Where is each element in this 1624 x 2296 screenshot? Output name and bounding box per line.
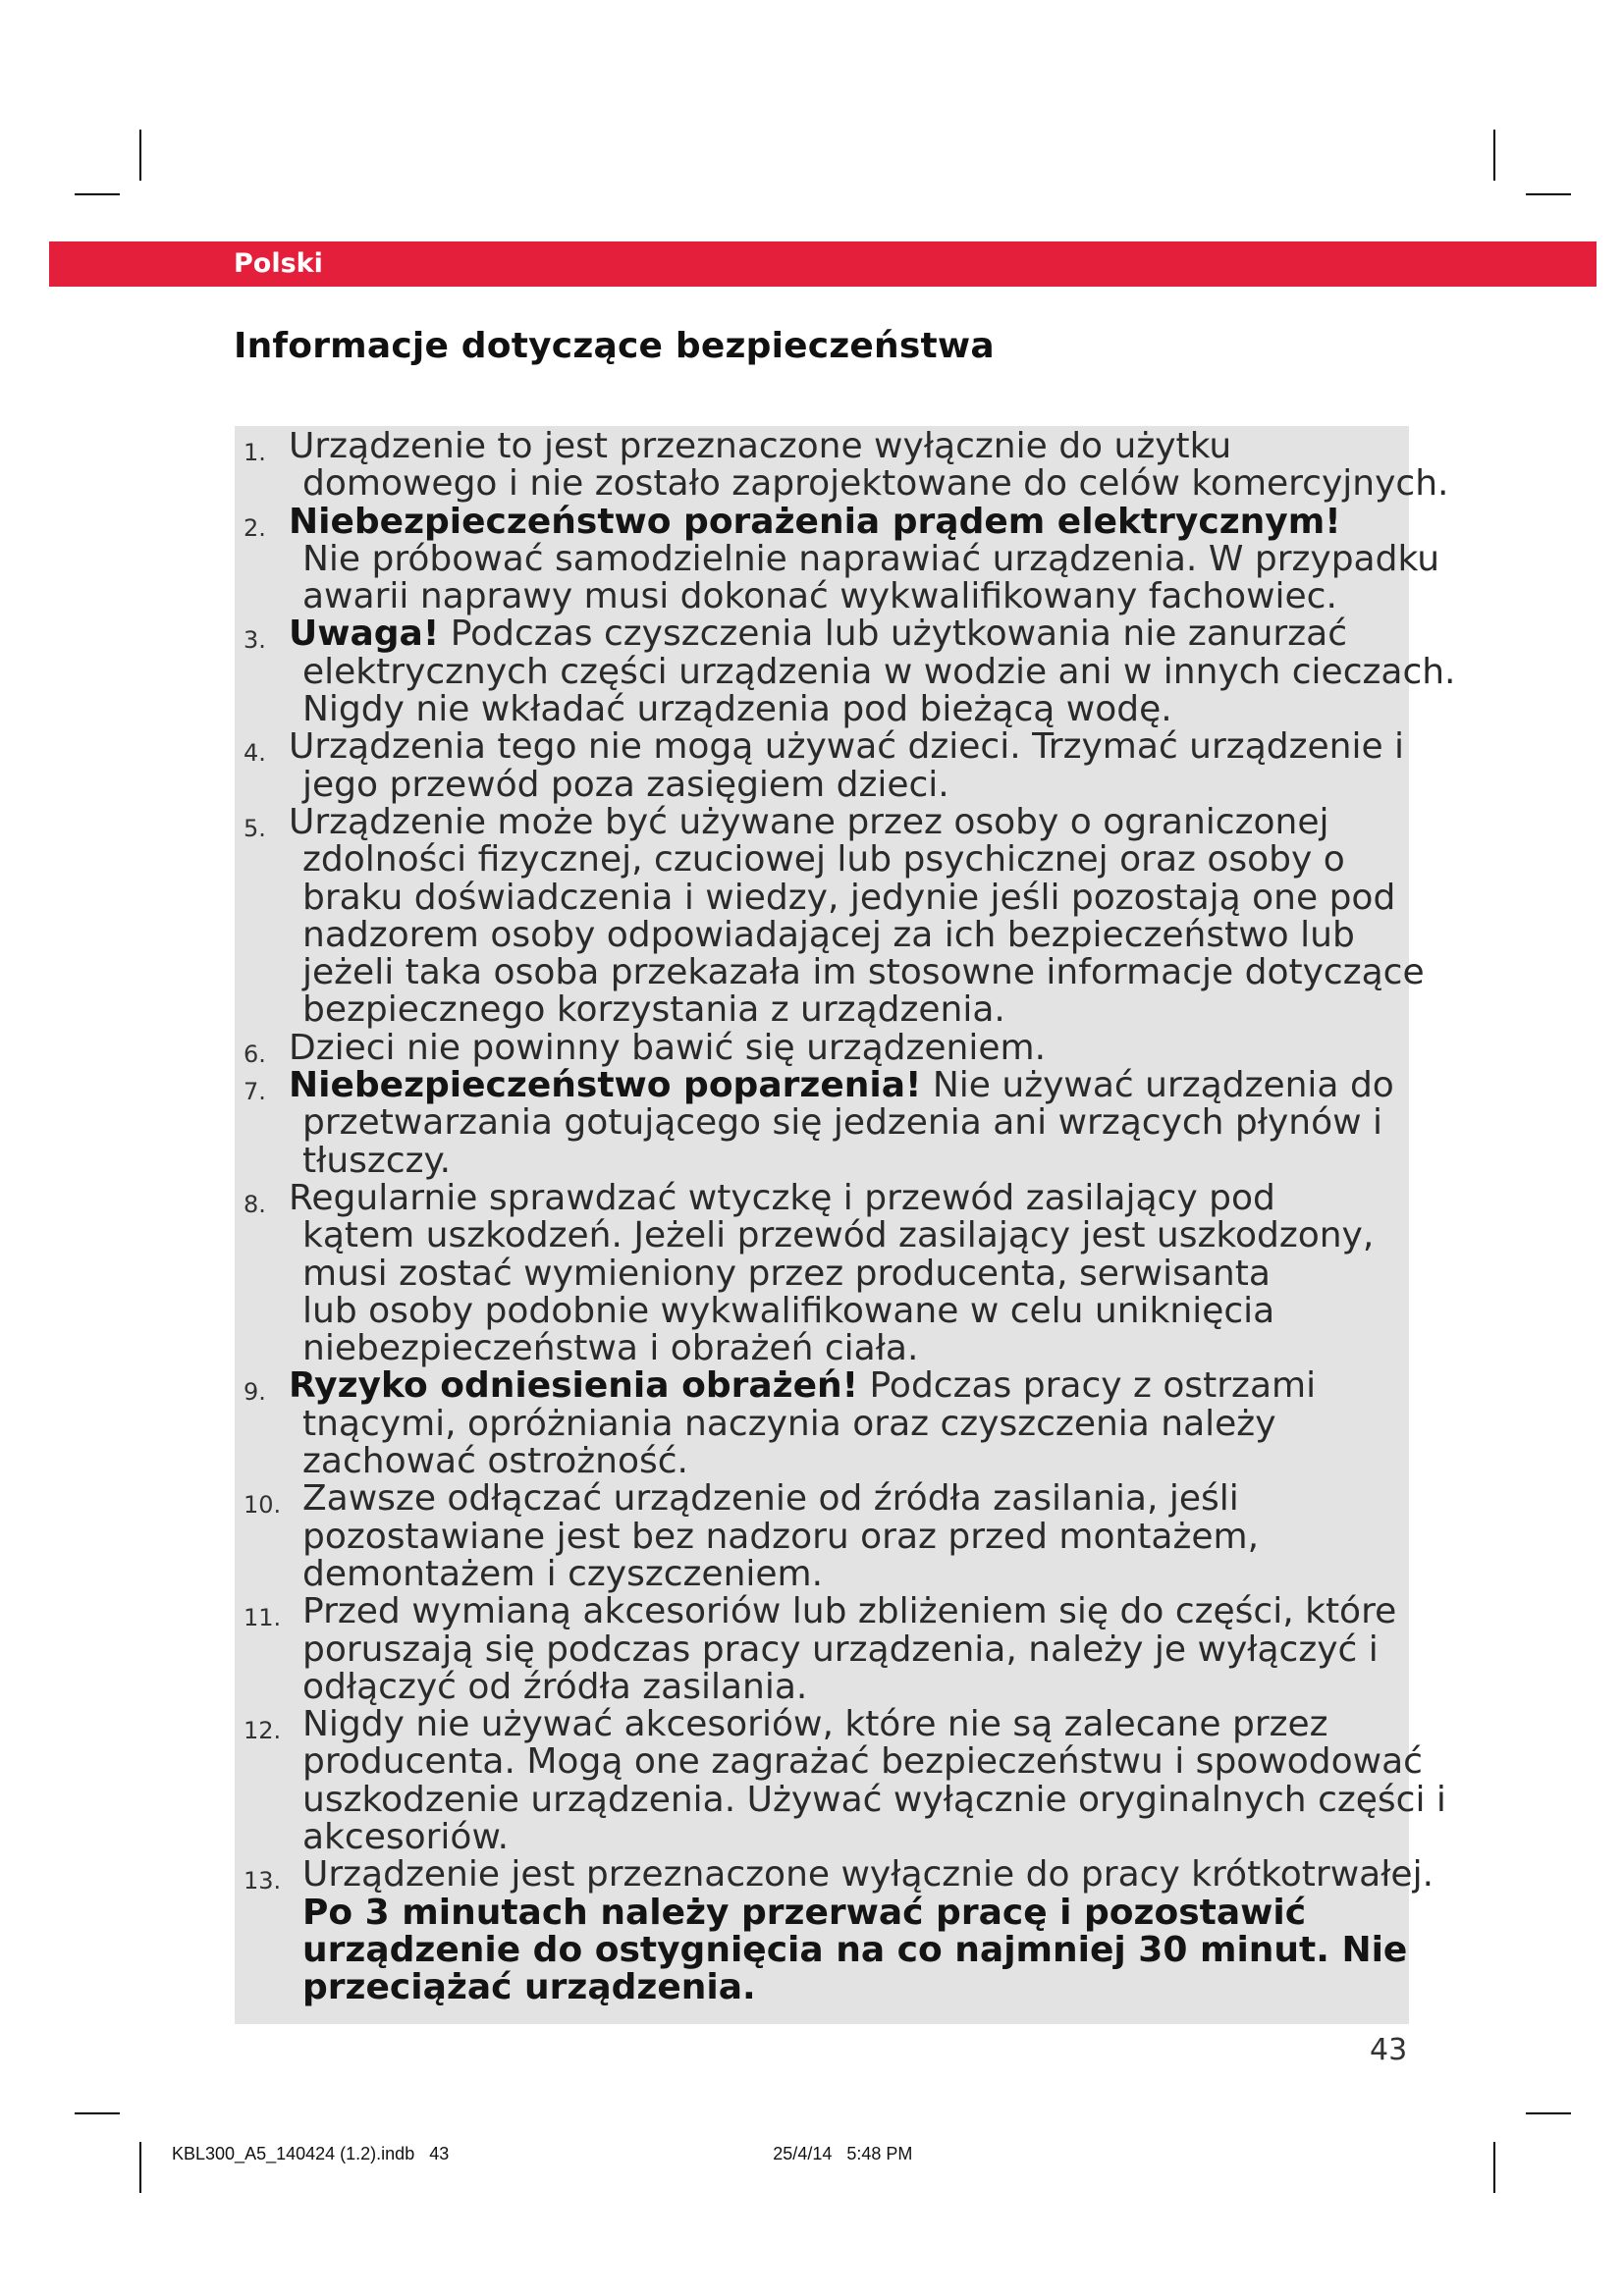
item-line bbox=[289, 1140, 1410, 1181]
body-text: Urządzenie to jest przeznaczone wyłącznie do użytku bbox=[289, 426, 1232, 466]
body-text: uszkodzenie urządzenia. Używać wyłącznie oryginalnych części i bbox=[302, 1779, 1446, 1820]
warning-text: Ryzyko odniesienia obrażeń! bbox=[289, 1365, 859, 1407]
crop-mark bbox=[1526, 193, 1571, 195]
item-number: 12. bbox=[244, 1717, 282, 1745]
body-text: tłuszczy. bbox=[302, 1140, 452, 1181]
crop-mark bbox=[1493, 130, 1495, 181]
list-item bbox=[244, 801, 1425, 1031]
item-line bbox=[289, 1027, 1410, 1068]
body-text: producenta. Mogą one zagrażać bezpieczeństwu i spowodować bbox=[302, 1741, 1423, 1783]
warning-text: Niebezpieczeństwo poparzenia! bbox=[289, 1065, 922, 1106]
body-text: zachować ostrożność. bbox=[302, 1441, 688, 1482]
item-line bbox=[289, 428, 1410, 465]
item-line bbox=[289, 1816, 1410, 1857]
item-line bbox=[289, 764, 1410, 805]
item-line bbox=[289, 914, 1410, 955]
item-number: 2. bbox=[244, 513, 266, 542]
item-line bbox=[289, 1553, 1410, 1594]
item-line bbox=[289, 1593, 1410, 1630]
crop-mark bbox=[139, 130, 141, 181]
body-text: Nie próbować samodzielnie naprawiać urządzenia. W przypadku bbox=[302, 538, 1440, 579]
body-text: Nigdy nie wkładać urządzenia pod bieżącą wodę. bbox=[302, 689, 1172, 730]
warning-text: Po 3 minutach należy przerwać pracę i pozostawić bbox=[302, 1892, 1307, 1933]
body-text: awarii naprawy musi dokonać wykwalifikowany fachowiec. bbox=[302, 576, 1337, 617]
list-item bbox=[244, 1067, 1410, 1180]
item-line bbox=[289, 578, 1410, 615]
body-text: odłączyć od źródła zasilania. bbox=[302, 1666, 808, 1707]
item-line bbox=[289, 1854, 1435, 1896]
body-text: zdolności fizycznej, czuciowej lub psychicznej oraz osoby o bbox=[302, 839, 1345, 881]
warning-text: przeciążać urządzenia. bbox=[302, 1967, 756, 2008]
print-footer: KBL300_A5_140424 (1.2).indb 43 25/4/14 5:48 PM bbox=[172, 2144, 913, 2163]
item-number: 11. bbox=[244, 1604, 282, 1632]
item-number: 13. bbox=[244, 1867, 282, 1896]
item-line bbox=[289, 1255, 1410, 1293]
item-line bbox=[289, 1779, 1446, 1820]
item-line bbox=[289, 1104, 1410, 1142]
item-line bbox=[289, 877, 1410, 918]
safety-list bbox=[244, 426, 1456, 2008]
crop-mark bbox=[1493, 2142, 1495, 2193]
body-text: poruszają się podczas pracy urządzenia, należy je wyłączyć i bbox=[302, 1629, 1379, 1670]
list-item bbox=[244, 1177, 1410, 1369]
item-line bbox=[289, 651, 1456, 692]
item-line bbox=[289, 1443, 1410, 1480]
body-text: przetwarzania gotującego się jedzenia ani wrzących płynów i bbox=[302, 1102, 1383, 1144]
item-line bbox=[289, 615, 1410, 653]
item-line bbox=[289, 841, 1410, 879]
crop-mark bbox=[75, 2112, 120, 2114]
item-number: 4. bbox=[244, 739, 266, 768]
list-item bbox=[244, 1367, 1410, 1480]
warning-text: Niebezpieczeństwo porażenia prądem elektrycznym! bbox=[289, 501, 1341, 542]
crop-mark bbox=[1526, 2112, 1571, 2114]
item-line bbox=[289, 1631, 1410, 1669]
body-text: pozostawiane jest bez nadzoru oraz przed montażem, bbox=[302, 1516, 1260, 1557]
body-text: kątem uszkodzeń. Jeżeli przewód zasilający jest uszkodzony, bbox=[302, 1215, 1375, 1256]
body-text: lub osoby podobnie wykwalifikowane w celu uniknięcia bbox=[302, 1290, 1275, 1331]
item-line bbox=[289, 1706, 1410, 1743]
list-item bbox=[244, 1480, 1410, 1593]
item-line bbox=[289, 1666, 1410, 1707]
item-line bbox=[289, 1330, 1410, 1367]
body-text: Nigdy nie używać akcesoriów, które nie są zalecane przez bbox=[302, 1704, 1328, 1745]
body-text: akcesoriów. bbox=[302, 1816, 510, 1857]
item-number: 7. bbox=[244, 1078, 266, 1106]
list-item bbox=[244, 614, 1456, 730]
body-text: domowego i nie zostało zaprojektowane do celów komercyjnych. bbox=[302, 463, 1449, 505]
item-number: 8. bbox=[244, 1190, 266, 1218]
body-text: Urządzenie może być używane przez osoby o ograniczonej bbox=[289, 801, 1329, 842]
item-line bbox=[289, 991, 1410, 1029]
item-line bbox=[289, 1217, 1410, 1255]
item-line bbox=[289, 691, 1410, 728]
item-line bbox=[289, 1969, 1410, 2006]
body-text: niebezpieczeństwa i obrażeń ciała. bbox=[302, 1328, 919, 1369]
body-text: nadzorem osoby odpowiadającej za ich bezpieczeństwo lub bbox=[302, 914, 1355, 955]
section-title: Informacje dotyczące bezpieczeństwa bbox=[234, 326, 995, 366]
item-line bbox=[289, 728, 1410, 766]
crop-mark bbox=[139, 2142, 141, 2193]
item-line bbox=[289, 1516, 1410, 1557]
body-text: demontażem i czyszczeniem. bbox=[302, 1553, 824, 1594]
item-line bbox=[289, 1177, 1410, 1218]
item-number: 9. bbox=[244, 1378, 266, 1407]
item-line bbox=[289, 801, 1410, 842]
body-text: Regularnie sprawdzać wtyczkę i przewód zasilający pod bbox=[289, 1177, 1275, 1218]
body-text: musi zostać wymieniony przez producenta, serwisanta bbox=[302, 1253, 1271, 1294]
body-text: bezpiecznego korzystania z urządzenia. bbox=[302, 989, 1005, 1031]
page-number: 43 bbox=[1370, 2033, 1408, 2067]
item-number: 6. bbox=[244, 1040, 266, 1068]
item-number: 10. bbox=[244, 1491, 282, 1520]
list-item bbox=[244, 1704, 1446, 1857]
warning-text: urządzenie do ostygnięcia na co najmniej 30 minut. Nie bbox=[302, 1929, 1408, 1970]
body-text: Zawsze odłączać urządzenie od źródła zasilania, jeśli bbox=[302, 1478, 1239, 1520]
body-text: elektrycznych części urządzenia w wodzie ani w innych cieczach. bbox=[302, 651, 1456, 692]
item-line bbox=[289, 1929, 1410, 1970]
item-line bbox=[289, 1480, 1410, 1518]
language-label: Polski bbox=[234, 248, 323, 279]
item-line bbox=[289, 1403, 1410, 1444]
list-item bbox=[244, 1027, 1410, 1068]
body-text: Przed wymianą akcesoriów lub zbliżeniem się do części, które bbox=[302, 1591, 1397, 1632]
body-text: Nie używać urządzenia do bbox=[921, 1065, 1394, 1106]
body-text: Podczas czyszczenia lub użytkowania nie zanurzać bbox=[439, 614, 1347, 655]
body-text: Podczas pracy z ostrzami bbox=[858, 1365, 1317, 1407]
list-item bbox=[244, 1854, 1435, 2008]
item-line bbox=[289, 1367, 1410, 1405]
body-text: Dzieci nie powinny bawić się urządzeniem. bbox=[289, 1027, 1047, 1068]
item-line bbox=[289, 952, 1425, 993]
language-header-bar bbox=[49, 241, 1597, 287]
body-text: jeżeli taka osoba przekazała im stosowne informacje dotyczące bbox=[302, 952, 1425, 993]
body-text: jego przewód poza zasięgiem dzieci. bbox=[302, 764, 949, 805]
crop-mark bbox=[75, 193, 120, 195]
item-line bbox=[289, 1892, 1410, 1933]
body-text: braku doświadczenia i wiedzy, jedynie jeśli pozostają one pod bbox=[302, 877, 1396, 918]
item-number: 5. bbox=[244, 814, 266, 842]
body-text: Urządzenia tego nie mogą używać dzieci. Trzymać urządzenie i bbox=[289, 726, 1405, 768]
list-item bbox=[244, 426, 1449, 505]
item-line bbox=[289, 538, 1440, 579]
list-item bbox=[244, 501, 1440, 617]
warning-text: Uwaga! bbox=[289, 614, 440, 655]
item-line bbox=[289, 1290, 1410, 1331]
item-line bbox=[289, 1067, 1410, 1104]
item-line bbox=[289, 1741, 1423, 1783]
item-number: 3. bbox=[244, 626, 266, 655]
body-text: tnącymi, opróżniania naczynia oraz czyszczenia należy bbox=[302, 1403, 1276, 1444]
body-text: Urządzenie jest przeznaczone wyłącznie do pracy krótkotrwałej. bbox=[302, 1854, 1435, 1896]
item-line bbox=[289, 501, 1410, 542]
list-item bbox=[244, 1593, 1410, 1706]
list-item bbox=[244, 728, 1410, 804]
item-number: 1. bbox=[244, 439, 266, 466]
item-line bbox=[289, 463, 1449, 505]
